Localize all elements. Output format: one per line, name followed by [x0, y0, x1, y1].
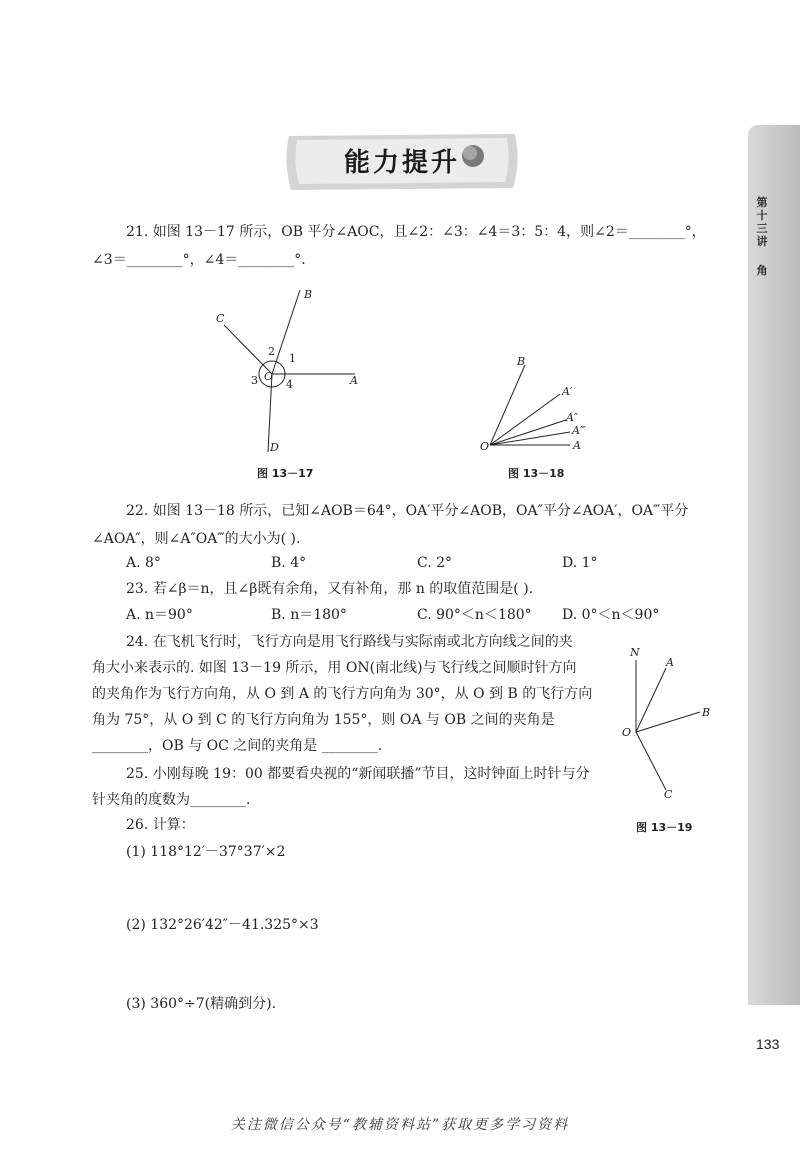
chapter-label: [753, 196, 771, 277]
label-d: D: [270, 441, 279, 454]
label-b: B: [304, 288, 313, 301]
label-c: C: [216, 312, 225, 325]
question-24-line1: 24. 在飞机飞行时，飞行方向是用飞行路线与实际南或北方向线之间的夹: [126, 634, 573, 650]
question-25-line2: 针夹角的度数为________.: [92, 792, 251, 808]
ray-oa-prime: [490, 394, 560, 445]
figure-13-17-caption: 图 13－17: [257, 467, 314, 480]
label-c: C: [664, 788, 673, 801]
q26-item-1: (1) 118°12′－37°37′×2: [126, 844, 286, 860]
question-24-line2: 角大小来表示的. 如图 13－19 所示，用 ON(南北线)与飞行线之间顺时针方向: [92, 660, 577, 676]
label-a-prime: A′: [562, 385, 573, 398]
question-26-title: 26. 计算：: [126, 817, 195, 833]
q22-option-b: B. 4°: [271, 555, 307, 571]
question-25-line1: 25. 小刚每晚 19：00 都要看央视的“新闻联播”节目，这时钟面上时针与分: [126, 766, 590, 782]
label-a-triple-prime: A‴: [572, 424, 586, 437]
question-24-line5: ________，OB 与 OC 之间的夹角是 ________.: [92, 738, 383, 754]
chapter-char: 十: [756, 209, 768, 222]
label-angle-1: 1: [289, 352, 296, 365]
chapter-char: 第: [756, 196, 768, 209]
figure-13-19: [610, 640, 720, 810]
q23-option-b: B. n＝180°: [271, 607, 347, 623]
label-angle-4: 4: [286, 378, 293, 391]
q22-option-d: D. 1°: [562, 555, 598, 571]
chapter-char: 讲: [756, 235, 768, 248]
question-21-line2: ∠3＝________°，∠4＝________°.: [92, 252, 306, 268]
ray-ob: [636, 712, 700, 732]
q23-option-a: A. n＝90°: [126, 607, 193, 623]
chapter-char: 三: [756, 222, 768, 235]
chapter-name: 角: [756, 264, 768, 277]
q23-option-c: C. 90°＜n＜180°: [417, 607, 532, 623]
ray-oc: [224, 325, 272, 374]
label-o: O: [264, 370, 274, 383]
question-24-line4: 角为 75°，从 O 到 C 的飞行方向角为 155°，则 OA 与 OB 之间的夹角是: [92, 712, 555, 728]
label-n: N: [630, 646, 640, 659]
page-number: 133: [756, 1036, 780, 1052]
q23-option-d: D. 0°＜n＜90°: [562, 607, 660, 623]
ray-oc: [636, 732, 666, 790]
ray-oa-triple-prime: [490, 432, 570, 445]
label-a: A: [350, 374, 358, 387]
ray-oa: [636, 668, 666, 732]
footer-note: 关注微信公众号“教辅资料站”获取更多学习资料: [230, 1117, 570, 1133]
label-o: O: [480, 440, 490, 453]
question-24-line3: 的夹角作为飞行方向角，从 O 到 A 的飞行方向角为 30°，从 O 到 B 的飞行方向: [92, 686, 593, 702]
label-a-double-prime: A″: [566, 411, 579, 424]
q22-option-c: C. 2°: [417, 555, 453, 571]
label-b: B: [517, 355, 526, 368]
label-o: O: [622, 726, 632, 739]
question-22-line2: ∠AOA″，则∠A″OA‴的大小为( ).: [92, 531, 301, 547]
figure-13-18: [470, 350, 600, 460]
q22-option-a: A. 8°: [126, 555, 161, 571]
label-angle-3: 3: [251, 374, 258, 387]
label-a: A: [666, 656, 674, 669]
figure-13-18-caption: 图 13－18: [508, 467, 565, 480]
question-21-line1: 21. 如图 13－17 所示，OB 平分∠AOC，且∠2：∠3：∠4＝3：5：4，则∠2＝________°，: [126, 224, 706, 240]
ray-oa-double-prime: [490, 420, 566, 445]
question-22-line1: 22. 如图 13－18 所示，已知∠AOB＝64°，OA′平分∠AOB，OA″平分∠AOA′，OA‴平分: [126, 503, 689, 519]
section-title: 能力提升: [343, 148, 460, 178]
ray-ob: [490, 365, 525, 445]
figure-13-19-caption: 图 13－19: [636, 821, 693, 834]
q26-item-2: (2) 132°26′42″－41.325°×3: [126, 917, 319, 933]
label-b: B: [702, 706, 711, 719]
label-angle-2: 2: [268, 345, 275, 358]
question-23-line1: 23. 若∠β＝n，且∠β既有余角，又有补角，那 n 的取值范围是( ).: [126, 581, 534, 597]
label-a: A: [573, 439, 581, 452]
q26-item-3: (3) 360°÷7(精确到分).: [126, 996, 277, 1012]
figure-13-17: [200, 280, 380, 460]
